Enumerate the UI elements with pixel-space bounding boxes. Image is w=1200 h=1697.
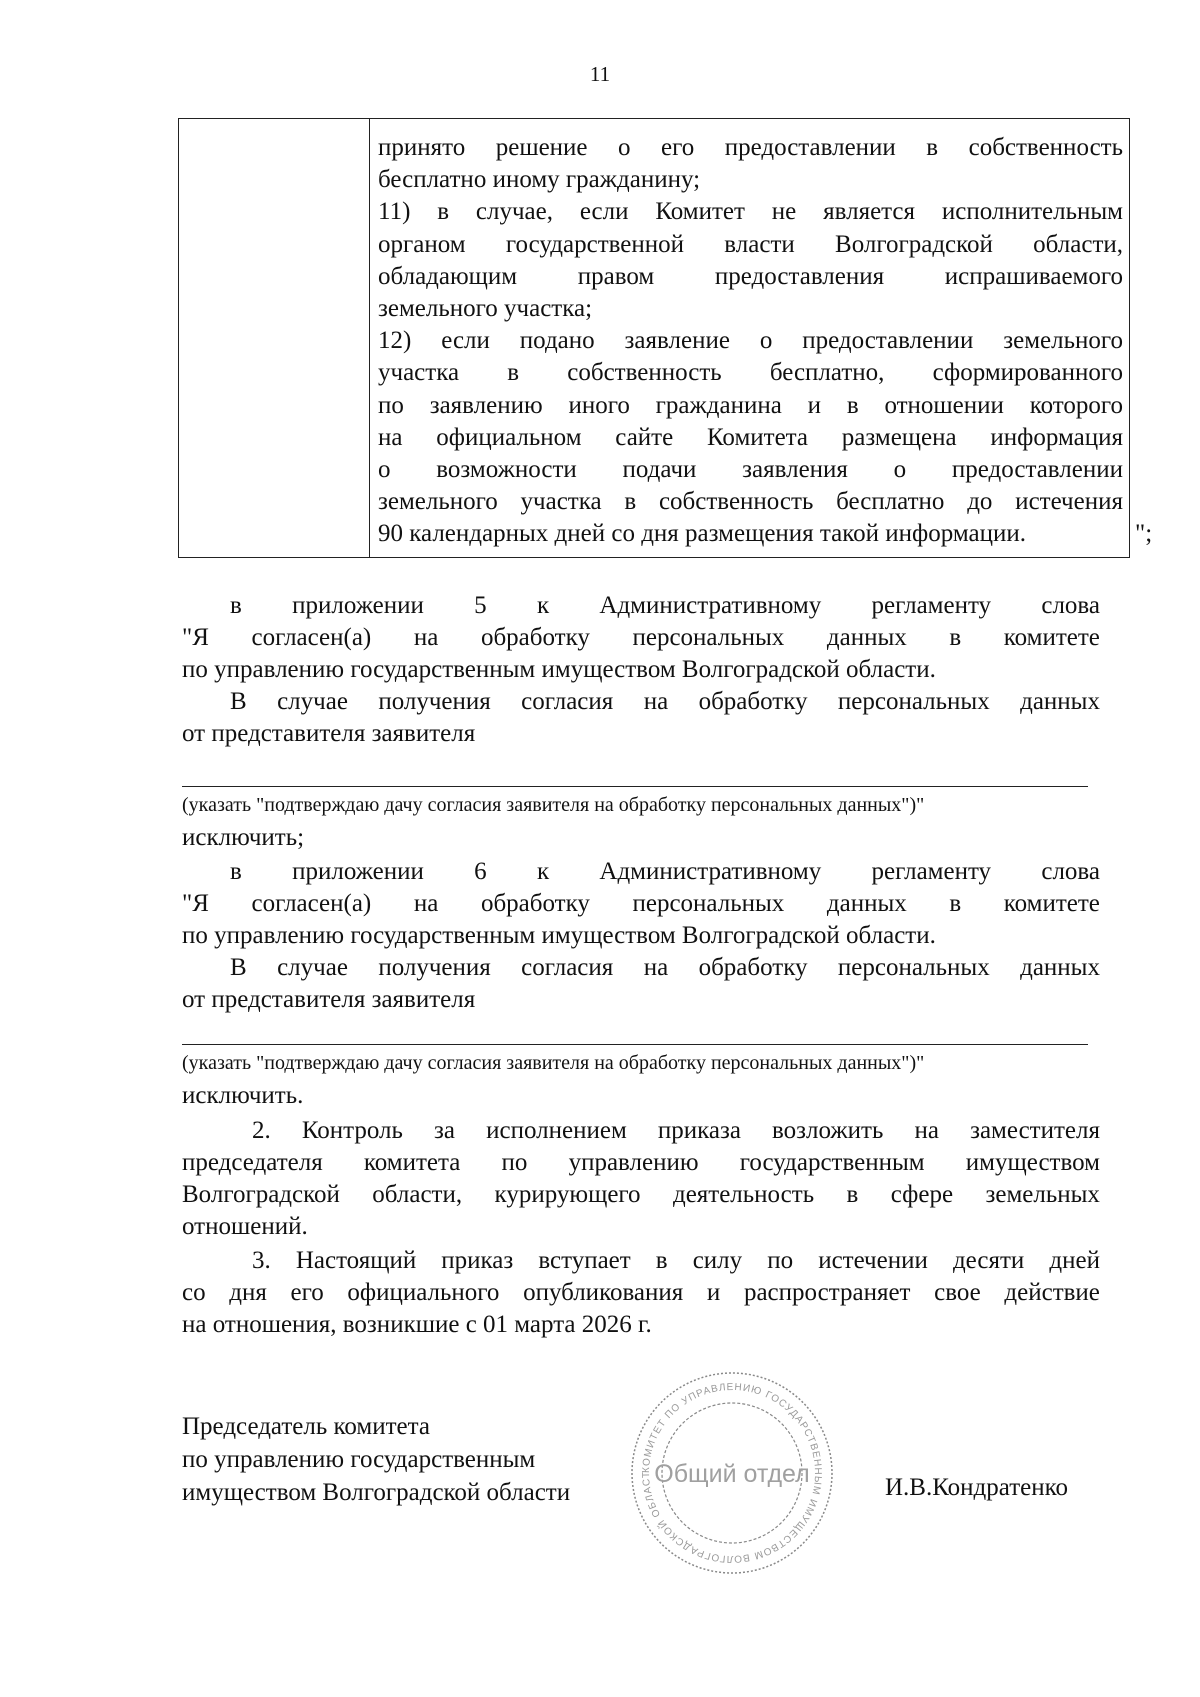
text-line: В случае получения согласия на обработку персональных данных — [230, 688, 1100, 715]
text-line: "Я согласен(а) на обработку персональных данных в комитете — [182, 624, 1100, 651]
stamp-ring-text: КОМИТЕТ ПО УПРАВЛЕНИЮ ГОСУДАРСТВЕННЫМ ИМУЩЕСТВОМ ВОЛГОГРАДСКОЙ ОБЛАСТ — [640, 1381, 824, 1565]
signer-name: И.В.Кондратенко — [885, 1474, 1068, 1501]
page-number: 11 — [589, 62, 611, 86]
signature-line: имуществом Волгоградской области — [182, 1479, 571, 1506]
footnote-instruction: (указать "подтверждаю дачу согласия заявителя на обработку персональных данных")" — [182, 794, 925, 816]
table-line: земельного участка; — [378, 295, 593, 323]
text-line: 3. Настоящий приказ вступает в силу по истечении десяти дней — [252, 1247, 1100, 1274]
blank-line — [182, 1044, 1088, 1045]
amendment-6-end — [182, 1080, 1100, 1112]
official-stamp — [627, 1368, 837, 1583]
closing-quote: "; — [1135, 520, 1153, 547]
item-2 — [182, 1115, 1100, 1243]
stamp-icon — [627, 1368, 837, 1578]
signature-title — [182, 1410, 570, 1509]
text-line: исключить; — [182, 824, 305, 851]
amendment-6 — [182, 856, 1100, 1016]
amendment-5-end — [182, 822, 1100, 854]
text-line: Волгоградской области, курирующего деятельность в сфере земельных — [182, 1181, 1100, 1208]
signature-line: по управлению государственным — [182, 1446, 536, 1473]
table-line: органом государственной власти Волгоградской области, — [378, 230, 1123, 258]
footnote-instruction: (указать "подтверждаю дачу согласия заявителя на обработку персональных данных")" — [182, 1052, 925, 1074]
table-left-cell — [179, 119, 370, 557]
text-line: "Я согласен(а) на обработку персональных данных в комитете — [182, 890, 1100, 917]
table-line: на официальном сайте Комитета размещена информация — [378, 423, 1123, 451]
text-line: по управлению государственным имуществом Волгоградской области. — [182, 922, 936, 949]
signature-line: Председатель комитета — [182, 1413, 430, 1440]
table-line: 11) в случае, если Комитет не является исполнительным — [378, 198, 1123, 226]
text-line: от представителя заявителя — [182, 986, 476, 1013]
table-line: 12) если подано заявление о предоставлении земельного — [378, 327, 1123, 355]
table-line: о возможности подачи заявления о предоставлении — [378, 456, 1123, 484]
blank-line — [182, 786, 1088, 787]
table-line: участка в собственность бесплатно, сформированного — [378, 359, 1123, 387]
table-line: бесплатно иному гражданину; — [378, 166, 701, 194]
text-line: председателя комитета по управлению государственным имуществом — [182, 1149, 1100, 1176]
text-line: в приложении 5 к Административному регламенту слова — [230, 592, 1100, 619]
table-line: обладающим правом предоставления испрашиваемого — [378, 262, 1123, 290]
table-right-cell — [370, 119, 1129, 557]
text-line: со дня его официального опубликования и распространяет свое действие — [182, 1279, 1100, 1306]
amendment-table — [178, 118, 1130, 558]
text-line: на отношения, возникшие с 01 марта 2026 г. — [182, 1311, 652, 1338]
table-line: по заявлению иного гражданина и в отношении которого — [378, 391, 1123, 419]
text-line: исключить. — [182, 1082, 304, 1109]
amendment-5 — [182, 590, 1100, 750]
text-line: В случае получения согласия на обработку персональных данных — [230, 954, 1100, 981]
text-line: 2. Контроль за исполнением приказа возложить на заместителя — [252, 1117, 1100, 1144]
table-line: земельного участка в собственность бесплатно до истечения — [378, 488, 1123, 516]
text-line: от представителя заявителя — [182, 720, 476, 747]
table-line: принято решение о его предоставлении в собственность — [378, 134, 1123, 161]
text-line: по управлению государственным имуществом Волгоградской области. — [182, 656, 936, 683]
item-3 — [182, 1245, 1100, 1341]
text-line: отношений. — [182, 1213, 308, 1240]
table-line: 90 календарных дней со дня размещения такой информации. — [378, 520, 1026, 548]
stamp-center-text: Общий отдел — [654, 1460, 810, 1488]
text-line: в приложении 6 к Административному регламенту слова — [230, 858, 1100, 885]
